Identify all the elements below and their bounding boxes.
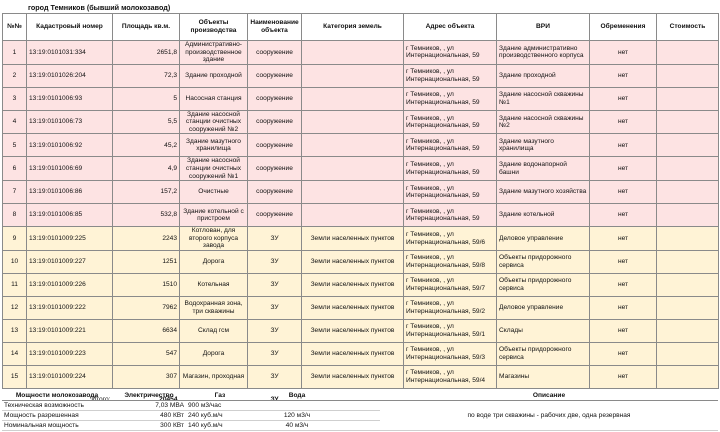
row-number: 4 (3, 110, 27, 134)
permitted-use: Магазины (497, 365, 590, 388)
object-name: ЗУ (248, 273, 302, 296)
object-address: г Темников, , ул Интернациональная, 59/1 (404, 319, 497, 342)
row-number: 13 (3, 319, 27, 342)
table-row (3, 181, 719, 204)
production-object: Котельная (180, 273, 248, 296)
object-name: сооружение (248, 134, 302, 157)
capacity-gas: 140 куб.м/ч (186, 421, 254, 431)
cost (657, 181, 719, 204)
row-number: 11 (3, 273, 27, 296)
production-object: Котлован, для второго корпуса завода (180, 227, 248, 251)
area-value: 547 (113, 342, 180, 365)
capacity-water (254, 401, 340, 411)
encumbrance: нет (590, 273, 657, 296)
header-land-category: Категория земель (302, 14, 404, 41)
permitted-use: Здание административно производственного корпуса (497, 41, 590, 65)
land-category: Земли населенных пунктов (302, 365, 404, 388)
cadastral-number: 13:19:0101006:69 (27, 157, 113, 181)
production-object: Водохранная зона, три скважины (180, 296, 248, 319)
land-category (302, 41, 404, 65)
land-category (302, 204, 404, 227)
row-number: 6 (3, 157, 27, 181)
cost (657, 41, 719, 65)
object-address: г Темников, , ул Интернациональная, 59/8 (404, 250, 497, 273)
capacity-table (2, 391, 718, 431)
capacity-header-row (2, 391, 718, 401)
area-value: 1510 (113, 273, 180, 296)
row-number: 3 (3, 87, 27, 110)
total-name: ЗУ (248, 388, 302, 411)
cadastral-number: 13:19:0101031:334 (27, 41, 113, 65)
object-address: г Темников, , ул Интернациональная, 59/4 (404, 365, 497, 388)
permitted-use: Деловое управление (497, 227, 590, 251)
row-number: 12 (3, 296, 27, 319)
object-name: ЗУ (248, 227, 302, 251)
area-value: 72,3 (113, 64, 180, 87)
object-address: г Темников, , ул Интернациональная, 59/3 (404, 342, 497, 365)
area-value: 157,2 (113, 181, 180, 204)
land-category: Земли населенных пунктов (302, 227, 404, 251)
capacity-label: Номинальная мощность (2, 421, 112, 431)
cost (657, 365, 719, 388)
cost (657, 319, 719, 342)
cadastral-number: 13:19:0101006:73 (27, 110, 113, 134)
capacity-electricity: 7,03 МВА (112, 401, 186, 411)
cadastral-number: 13:19:0101009:224 (27, 365, 113, 388)
header-vri: ВРИ (497, 14, 590, 41)
area-value: 45,2 (113, 134, 180, 157)
object-name: сооружение (248, 64, 302, 87)
area-value: 2651,8 (113, 41, 180, 65)
capacity-electricity: 480 КВт (112, 411, 186, 421)
encumbrance: нет (590, 227, 657, 251)
production-object: Административно-производственное здание (180, 41, 248, 65)
object-name: ЗУ (248, 250, 302, 273)
area-value: 2243 (113, 227, 180, 251)
encumbrance: нет (590, 157, 657, 181)
table-row (3, 296, 719, 319)
land-category (302, 110, 404, 134)
table-row (3, 110, 719, 134)
header-encumbrance: Обременения (590, 14, 657, 41)
area-value: 7962 (113, 296, 180, 319)
object-address: г Темников, , ул Интернациональная, 59 (404, 64, 497, 87)
encumbrance: нет (590, 110, 657, 134)
cadastral-number: 13:19:0101009:221 (27, 319, 113, 342)
table-row (3, 250, 719, 273)
table-row (3, 273, 719, 296)
cadastral-number: 13:19:0101009:227 (27, 250, 113, 273)
permitted-use: Здание мазутного хранилища (497, 134, 590, 157)
area-value: 5,5 (113, 110, 180, 134)
capacity-header-description: Описание (380, 391, 718, 401)
capacity-gas: 240 куб.м/ч (186, 411, 254, 421)
cost (657, 87, 719, 110)
object-address: г Темников, , ул Интернациональная, 59 (404, 110, 497, 134)
area-value: 307 (113, 365, 180, 388)
table-row (3, 87, 719, 110)
capacity-water: 120 м3/ч (254, 411, 340, 421)
header-objects: Объекты производства (180, 14, 248, 41)
capacity-label: Техническая возможность (2, 401, 112, 411)
permitted-use: Здание водонапорной башни (497, 157, 590, 181)
cost (657, 342, 719, 365)
production-object: Здание насосной станции очистных сооружений №2 (180, 110, 248, 134)
area-value: 6634 (113, 319, 180, 342)
table-row (3, 319, 719, 342)
capacity-header-electricity: Электричество (112, 391, 186, 401)
permitted-use: Объекты придорожного сервиса (497, 273, 590, 296)
cadastral-number: 13:19:0101009:226 (27, 273, 113, 296)
area-value: 1251 (113, 250, 180, 273)
encumbrance: нет (590, 181, 657, 204)
permitted-use: Здание мазутного хозяйства (497, 181, 590, 204)
object-name: сооружение (248, 157, 302, 181)
encumbrance: нет (590, 342, 657, 365)
table-row (3, 64, 719, 87)
land-category: Земли населенных пунктов (302, 273, 404, 296)
permitted-use: Здание насосной скважины №1 (497, 87, 590, 110)
row-number: 8 (3, 204, 27, 227)
object-name: сооружение (248, 110, 302, 134)
capacity-header-gas: Газ (186, 391, 254, 401)
production-object: Магазин, проходная (180, 365, 248, 388)
table-row (3, 227, 719, 251)
table-row (3, 365, 719, 388)
table-row (3, 41, 719, 65)
land-category: Земли населенных пунктов (302, 342, 404, 365)
permitted-use: Здание проходной (497, 64, 590, 87)
encumbrance: нет (590, 41, 657, 65)
production-object: Насосная станция (180, 87, 248, 110)
cost (657, 157, 719, 181)
permitted-use: Склады (497, 319, 590, 342)
encumbrance: нет (590, 319, 657, 342)
object-address: г Темников, , ул Интернациональная, 59 (404, 41, 497, 65)
permitted-use: Объекты придорожного сервиса (497, 250, 590, 273)
total-area: 20454 (113, 388, 180, 411)
object-name: сооружение (248, 87, 302, 110)
object-address: г Темников, , ул Интернациональная, 59 (404, 157, 497, 181)
cadastral-number: 13:19:0101006:85 (27, 204, 113, 227)
object-address: г Темников, , ул Интернациональная, 59/6 (404, 227, 497, 251)
encumbrance: нет (590, 204, 657, 227)
permitted-use: Объекты придорожного сервиса (497, 342, 590, 365)
permitted-use: Деловое управление (497, 296, 590, 319)
table-row (3, 134, 719, 157)
row-number: 15 (3, 365, 27, 388)
cost (657, 110, 719, 134)
header-area: Площадь кв.м. (113, 14, 180, 41)
production-object: Здание проходной (180, 64, 248, 87)
production-object: Здание насосной станции очистных сооружений №1 (180, 157, 248, 181)
object-address: г Темников, , ул Интернациональная, 59 (404, 87, 497, 110)
cost (657, 204, 719, 227)
land-category: Земли населенных пунктов (302, 319, 404, 342)
cost (657, 134, 719, 157)
encumbrance: нет (590, 250, 657, 273)
production-object: Очистные (180, 181, 248, 204)
capacity-header-title: Мощности молокозавода (2, 391, 112, 401)
cost (657, 250, 719, 273)
area-value: 4,9 (113, 157, 180, 181)
cost (657, 227, 719, 251)
production-object: Склад гсм (180, 319, 248, 342)
header-cost: Стоимость (657, 14, 719, 41)
capacity-water: 40 м3/ч (254, 421, 340, 431)
total-label: Итого: (27, 388, 113, 411)
land-category (302, 134, 404, 157)
header-cadastral: Кадастровый номер (27, 14, 113, 41)
production-object: Дорога (180, 342, 248, 365)
permitted-use: Здание насосной скважины №2 (497, 110, 590, 134)
encumbrance: нет (590, 296, 657, 319)
cadastral-number: 13:19:0101006:92 (27, 134, 113, 157)
header-object-name: Наименование объекта (248, 14, 302, 41)
table-row (3, 342, 719, 365)
cadastral-number: 13:19:0101009:225 (27, 227, 113, 251)
capacity-description: по воде три скважины - рабочих две, одна резервная (380, 401, 718, 431)
land-category (302, 64, 404, 87)
encumbrance: нет (590, 87, 657, 110)
capacity-gas: 900 м3/час (186, 401, 254, 411)
production-object: Дорога (180, 250, 248, 273)
capacity-header-water: Вода (254, 391, 340, 401)
object-name: сооружение (248, 204, 302, 227)
land-category: Земли населенных пунктов (302, 296, 404, 319)
cadastral-number: 13:19:0101009:223 (27, 342, 113, 365)
land-category (302, 157, 404, 181)
capacity-label: Мощность разрешенная (2, 411, 112, 421)
object-name: ЗУ (248, 342, 302, 365)
object-address: г Темников, , ул Интернациональная, 59 (404, 181, 497, 204)
row-number: 2 (3, 64, 27, 87)
land-category (302, 181, 404, 204)
permitted-use: Здание котельной (497, 204, 590, 227)
row-number: 5 (3, 134, 27, 157)
production-object: Здание котельной с пристроем (180, 204, 248, 227)
cost (657, 64, 719, 87)
encumbrance: нет (590, 64, 657, 87)
area-value: 5 (113, 87, 180, 110)
land-category (302, 87, 404, 110)
row-number: 9 (3, 227, 27, 251)
row-number: 7 (3, 181, 27, 204)
cadastral-number: 13:19:0101009:222 (27, 296, 113, 319)
table-row (3, 157, 719, 181)
property-table (2, 13, 719, 411)
object-name: сооружение (248, 181, 302, 204)
object-name: ЗУ (248, 296, 302, 319)
area-value: 532,8 (113, 204, 180, 227)
cadastral-number: 13:19:0101006:93 (27, 87, 113, 110)
land-category: Земли населенных пунктов (302, 250, 404, 273)
object-name: ЗУ (248, 365, 302, 388)
sheet-title: город Темников (бывший молокозавод) (28, 3, 171, 12)
row-number: 14 (3, 342, 27, 365)
object-address: г Темников, , ул Интернациональная, 59/7 (404, 273, 497, 296)
object-address: г Темников, , ул Интернациональная, 59 (404, 134, 497, 157)
capacity-electricity: 300 КВт (112, 421, 186, 431)
object-name: ЗУ (248, 319, 302, 342)
row-number: 10 (3, 250, 27, 273)
encumbrance: нет (590, 365, 657, 388)
cadastral-number: 13:19:0101006:86 (27, 181, 113, 204)
cadastral-number: 13:19:0101026:204 (27, 64, 113, 87)
capacity-row (2, 401, 718, 411)
header-number: №№ (3, 14, 27, 41)
header-row (3, 14, 719, 41)
cost (657, 296, 719, 319)
header-address: Адрес объекта (404, 14, 497, 41)
encumbrance: нет (590, 134, 657, 157)
row-number: 1 (3, 41, 27, 65)
table-row (3, 204, 719, 227)
object-address: г Темников, , ул Интернациональная, 59 (404, 204, 497, 227)
production-object: Здание мазутного хранилища (180, 134, 248, 157)
object-address: г Темников, , ул Интернациональная, 59/2 (404, 296, 497, 319)
cost (657, 273, 719, 296)
object-name: сооружение (248, 41, 302, 65)
